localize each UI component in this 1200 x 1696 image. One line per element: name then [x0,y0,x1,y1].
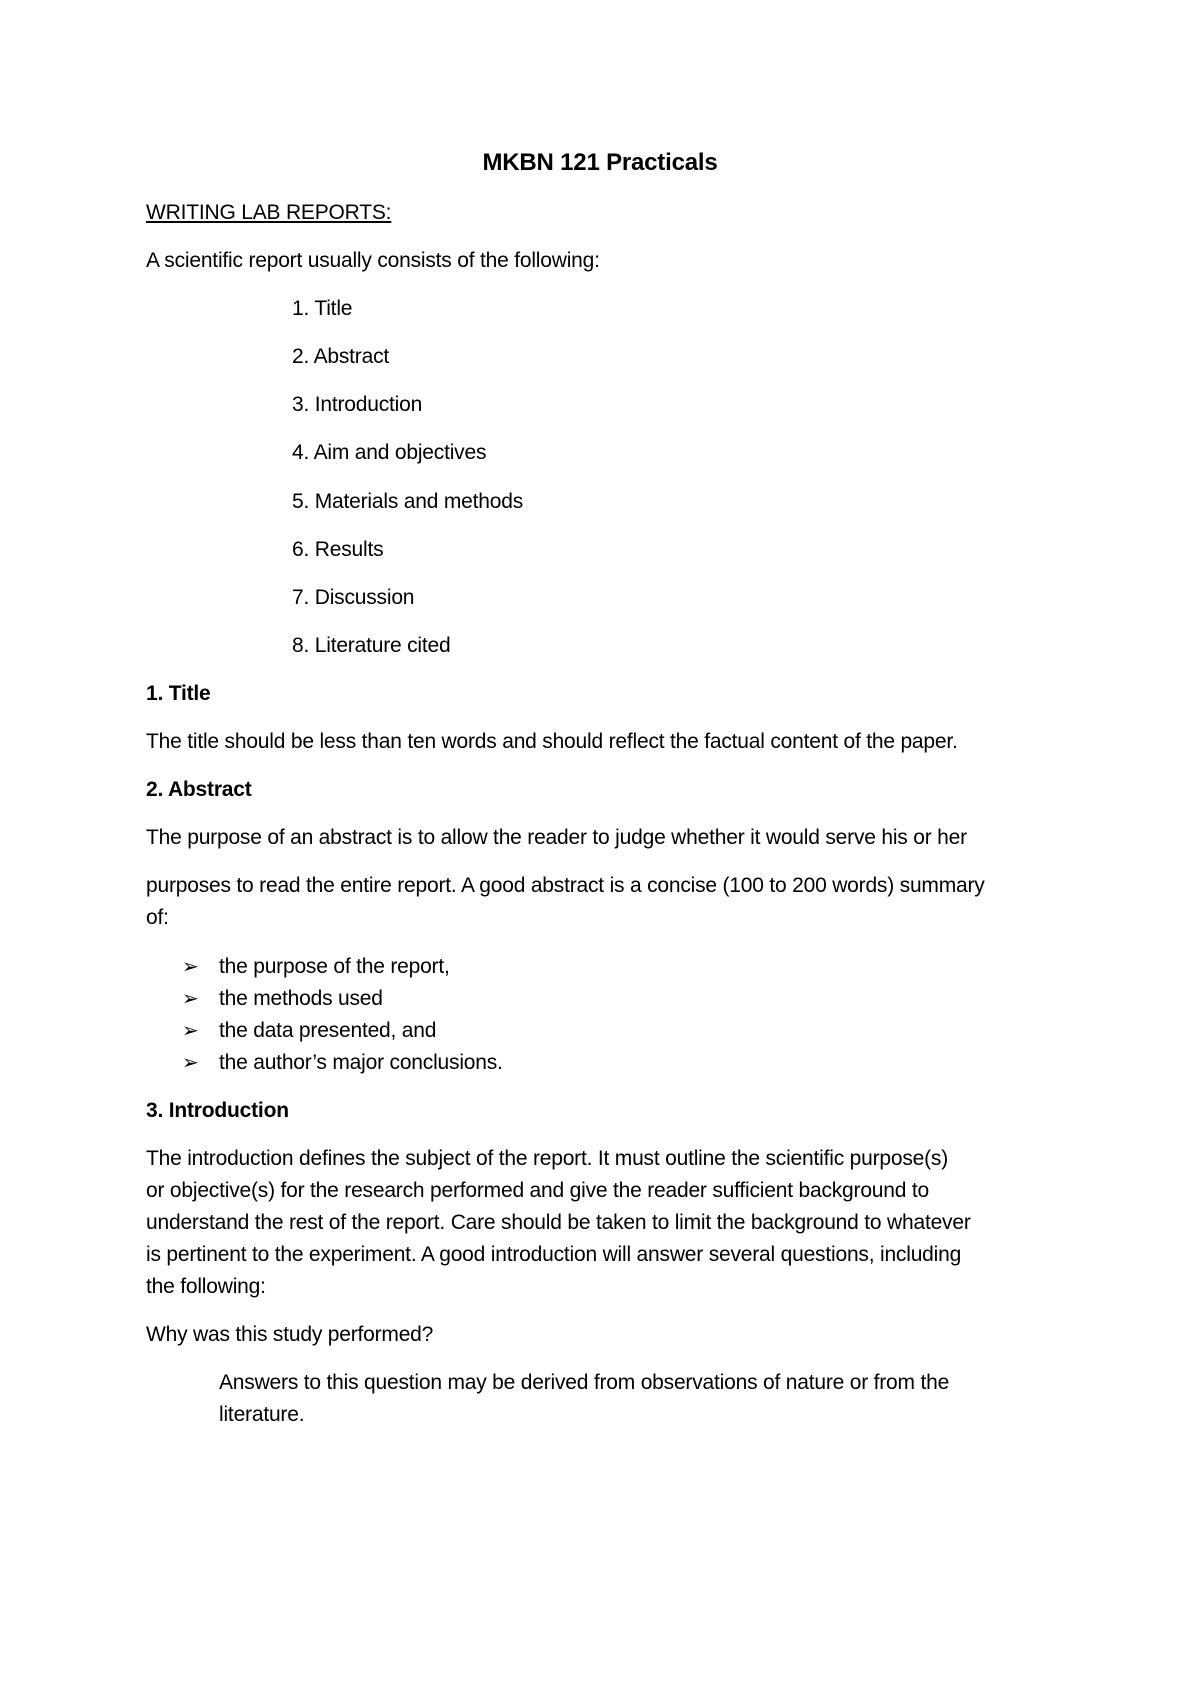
introduction-text-line: the following: [146,1275,266,1298]
introduction-text-line: The introduction defines the subject of the report. It must outline the scientific purpose(s) [146,1147,948,1170]
introduction-answer-line: literature. [219,1403,305,1426]
section-heading-abstract: 2. Abstract [146,778,252,801]
contents-item: 1. Title [292,297,353,320]
list-item: the methods used [219,987,383,1010]
intro-text: A scientific report usually consists of the following: [146,249,600,272]
section-heading-writing-lab-reports: WRITING LAB REPORTS: [146,201,392,224]
arrowhead-bullet-icon: ➢ [182,988,199,1010]
contents-item: 4. Aim and objectives [292,441,487,464]
arrowhead-bullet-icon: ➢ [182,956,199,978]
introduction-answer-line: Answers to this question may be derived from observations of nature or from the [219,1371,950,1394]
section-heading-introduction: 3. Introduction [146,1099,289,1122]
contents-item: 2. Abstract [292,345,390,368]
title-section-text: The title should be less than ten words and should reflect the factual content of the paper. [146,730,958,753]
contents-item: 6. Results [292,538,384,561]
arrowhead-bullet-icon: ➢ [182,1052,199,1074]
abstract-text-line: of: [146,906,169,929]
list-item: the data presented, and [219,1019,437,1042]
contents-item: 7. Discussion [292,586,415,609]
section-heading-title: 1. Title [146,682,211,705]
introduction-text-line: or objective(s) for the research performed and give the reader sufficient background to [146,1179,929,1202]
introduction-question: Why was this study performed? [146,1323,434,1346]
introduction-text-line: understand the rest of the report. Care should be taken to limit the background to whatever [146,1211,971,1234]
arrowhead-bullet-icon: ➢ [182,1020,199,1042]
contents-item: 3. Introduction [292,393,423,416]
list-item: the author’s major conclusions. [219,1051,503,1074]
list-item: the purpose of the report, [219,955,450,978]
abstract-text-line: purposes to read the entire report. A good abstract is a concise (100 to 200 words) summary [146,874,985,897]
introduction-text-line: is pertinent to the experiment. A good introduction will answer several questions, including [146,1243,962,1266]
abstract-text-line: The purpose of an abstract is to allow the reader to judge whether it would serve his or her [146,826,967,849]
page-title: MKBN 121 Practicals [482,149,718,176]
contents-item: 5. Materials and methods [292,490,523,513]
contents-item: 8. Literature cited [292,634,451,657]
